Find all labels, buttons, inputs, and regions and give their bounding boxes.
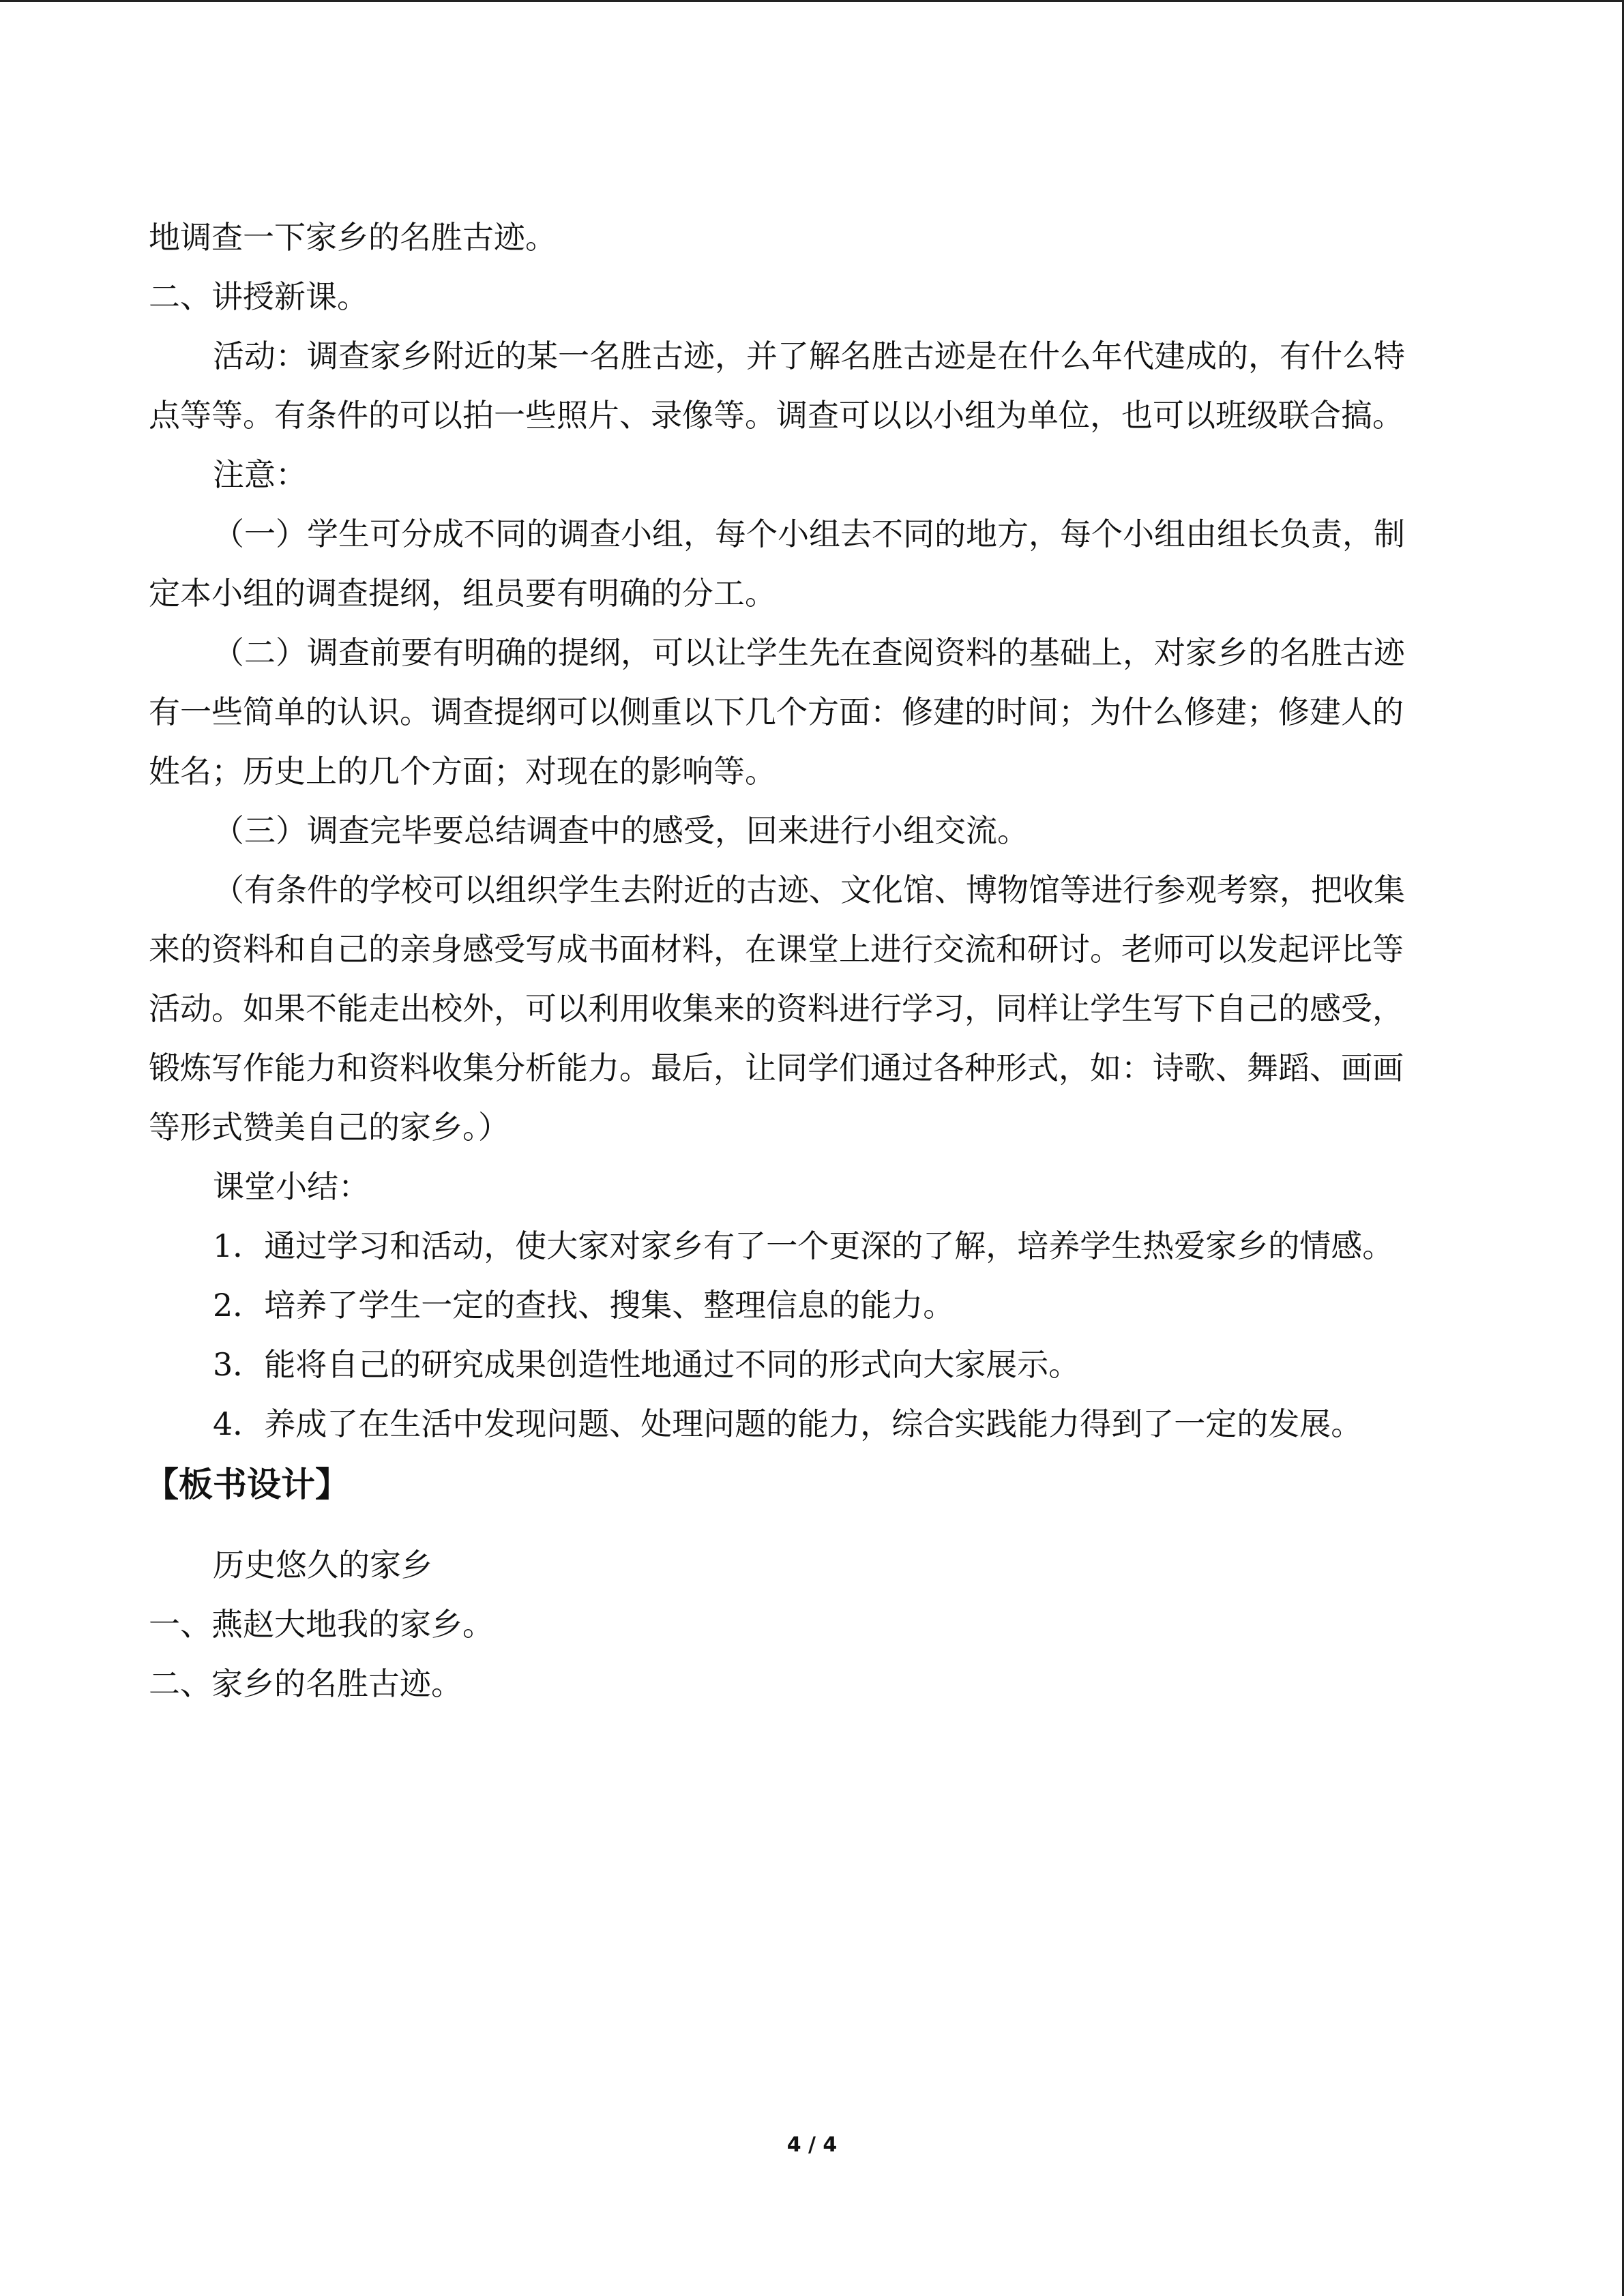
paragraph-line: （有条件的学校可以组织学生去附近的古迹、文化馆、博物馆等进行参观考察，把收集 (213, 871, 1405, 908)
summary-item: 4．养成了在生活中发现问题、处理问题的能力，综合实践能力得到了一定的发展。 (213, 1405, 1363, 1442)
paragraph-line: （二）调查前要有明确的提纲，可以让学生先在查阅资料的基础上，对家乡的名胜古迹 (213, 634, 1405, 671)
paragraph-line: 活动：调查家乡附近的某一名胜古迹，并了解名胜古迹是在什么年代建成的，有什么特 (213, 338, 1405, 374)
paragraph-line: 姓名；历史上的几个方面；对现在的影响等。 (149, 753, 776, 790)
page-number: 4 / 4 (786, 2133, 838, 2157)
document-body (145, 208, 1458, 1714)
paragraph-line: 点等等。有条件的可以拍一些照片、录像等。调查可以以小组为单位，也可以班级联合搞。 (149, 397, 1404, 434)
paragraph-line: 等形式赞美自己的家乡。） (149, 1109, 510, 1146)
paragraph-line: 地调查一下家乡的名胜古迹。 (149, 219, 557, 256)
board-line: 一、燕赵大地我的家乡。 (149, 1606, 494, 1643)
note-label: 注意： (213, 456, 307, 493)
paragraph-line: 有一些简单的认识。调查提纲可以侧重以下几个方面：修建的时间；为什么修建；修建人的 (149, 694, 1404, 730)
heading-spacer (149, 1515, 1458, 1536)
summary-item: 2．培养了学生一定的查找、搜集、整理信息的能力。 (213, 1287, 955, 1324)
board-line: 二、家乡的名胜古迹。 (149, 1665, 462, 1702)
board-design-heading: 【板书设计】 (145, 1465, 349, 1504)
paragraph-line: （三）调查完毕要总结调查中的感受，回来进行小组交流。 (213, 812, 1029, 849)
summary-label: 课堂小结： (213, 1168, 370, 1205)
top-border (0, 0, 1624, 2)
section-heading-new-lesson: 二、讲授新课。 (149, 278, 368, 315)
board-title: 历史悠久的家乡 (213, 1547, 432, 1583)
paragraph-line: 锻炼写作能力和资料收集分析能力。最后，让同学们通过各种形式，如：诗歌、舞蹈、画画 (149, 1049, 1404, 1086)
paragraph-line: 来的资料和自己的亲身感受写成书面材料，在课堂上进行交流和研讨。老师可以发起评比等 (149, 931, 1404, 968)
paragraph-line: 定本小组的调查提纲，组员要有明确的分工。 (149, 575, 776, 612)
summary-item: 1．通过学习和活动，使大家对家乡有了一个更深的了解，培养学生热爱家乡的情感。 (213, 1227, 1394, 1264)
paragraph-line: 活动。如果不能走出校外，可以利用收集来的资料进行学习，同样让学生写下自己的感受， (149, 990, 1404, 1027)
summary-item: 3．能将自己的研究成果创造性地通过不同的形式向大家展示。 (213, 1346, 1080, 1383)
paragraph-line: （一）学生可分成不同的调查小组，每个小组去不同的地方，每个小组由组长负责，制 (213, 516, 1405, 552)
